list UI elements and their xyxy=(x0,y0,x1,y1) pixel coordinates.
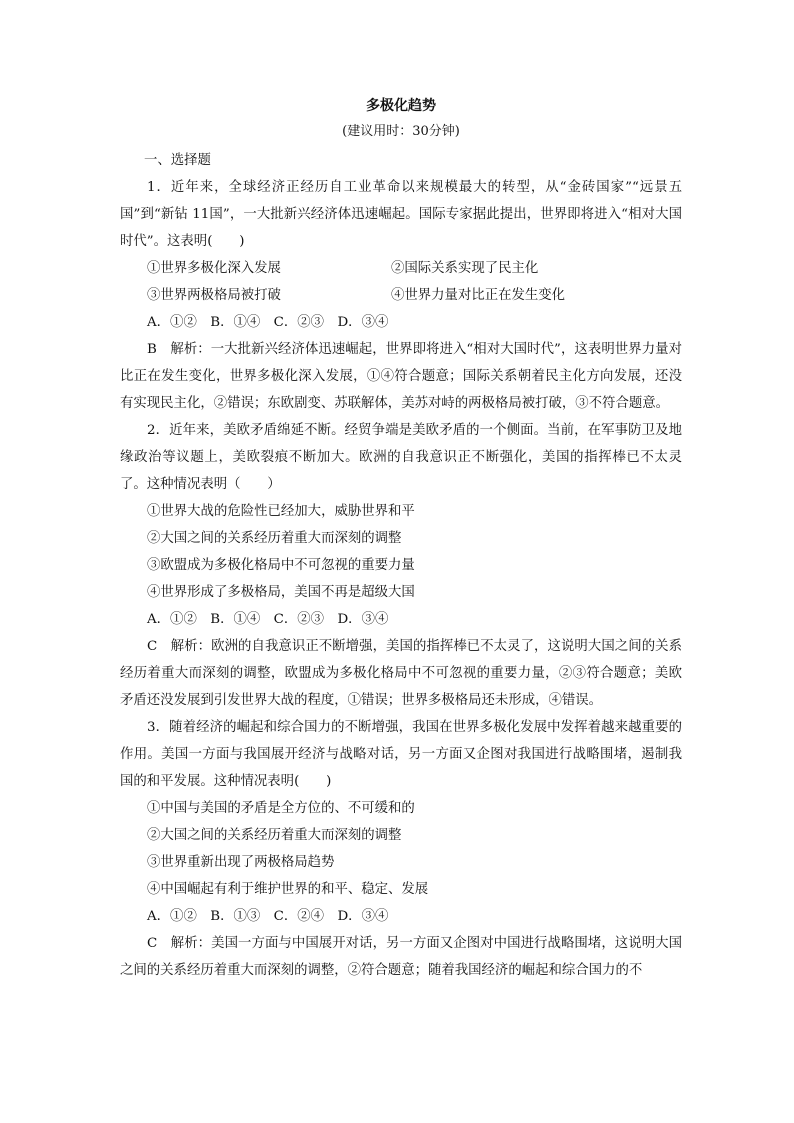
question-3-stem: 3．随着经济的崛起和综合国力的不断增强，我国在世界多极化发展中发挥着越来越重要的作用。美国一方面与我国展开经济与战略对话，另一方面又企图对我国进行战略围堵，遏制我国的和平发展。这种情况表明( ) xyxy=(120,720,682,789)
question-3-answer-choices: A．①② B．①③ C．②④ D．③④ xyxy=(147,909,389,924)
question-2-option-4: ④世界形成了多极格局，美国不再是超级大国 xyxy=(147,585,415,600)
question-1-options-row-2 xyxy=(120,282,682,309)
question-3-option-4: ④中国崛起有利于维护世界的和平、稳定、发展 xyxy=(147,882,429,897)
document-title: 多极化趋势 xyxy=(366,98,436,114)
section-heading: 一、选择题 xyxy=(144,153,211,168)
question-3-analysis: C 解析：美国一方面与中国展开对话，另一方面又企图对中国进行战略围堵，这说明大国之间的关系经历着重大而深刻的调整，②符合题意；随着我国经济的崛起和综合国力的不 xyxy=(120,936,682,978)
question-2-option-2: ②大国之间的关系经历着重大而深刻的调整 xyxy=(147,531,402,546)
question-2-stem: 2．近年来，美欧矛盾绵延不断。经贸争端是美欧矛盾的一个侧面。当前，在军事防卫及地缘政治等议题上，美欧裂痕不断加大。欧洲的自我意识正不断强化，美国的指挥棒已不太灵了。这种情况表明（ ） xyxy=(120,423,682,492)
question-1-option-2: ②国际关系实现了民主化 xyxy=(391,261,539,276)
question-1-stem: 1．近年来，全球经济正经历自工业革命以来规模最大的转型，从“金砖国家”“远景五国”到“新钻 11国”，一大批新兴经济体迅速崛起。国际专家据此提出，世界即将进入“相对大国时代”。这表明( ) xyxy=(120,180,682,249)
question-1-option-4: ④世界力量对比正在发生变化 xyxy=(391,288,566,303)
question-2-analysis: C 解析：欧洲的自我意识正不断增强，美国的指挥棒已不太灵了，这说明大国之间的关系经历着重大而深刻的调整，欧盟成为多极化格局中不可忽视的重要力量，②③符合题意；美欧矛盾还没发展到引发世界大战的程度，①错误；世界多极格局还未形成，④错误。 xyxy=(120,639,682,708)
document-page xyxy=(120,94,682,984)
question-3-option-2: ②大国之间的关系经历着重大而深刻的调整 xyxy=(147,828,402,843)
question-1-options-row-1 xyxy=(120,255,682,282)
question-3-option-3: ③世界重新出现了两极格局趋势 xyxy=(147,855,335,870)
question-2-option-1: ①世界大战的危险性已经加大，威胁世界和平 xyxy=(147,504,415,519)
question-1-option-3: ③世界两极格局被打破 xyxy=(147,288,281,303)
question-2-answer-choices: A．①② B．①④ C．②③ D．③④ xyxy=(147,612,389,627)
question-1-option-1: ①世界多极化深入发展 xyxy=(147,261,281,276)
question-2-option-3: ③欧盟成为多极化格局中不可忽视的重要力量 xyxy=(147,558,415,573)
question-1-analysis: B 解析：一大批新兴经济体迅速崛起，世界即将进入“相对大国时代”，这表明世界力量对比正在发生变化，世界多极化深入发展，①④符合题意；国际关系朝着民主化方向发展，还没有实现民主化，②错误；东欧剧变、苏联解体，美苏对峙的两极格局被打破，③不符合题意。 xyxy=(120,342,682,411)
question-3-option-1: ①中国与美国的矛盾是全方位的、不可缓和的 xyxy=(147,801,415,816)
time-suggestion: (建议用时：30分钟) xyxy=(342,124,460,139)
question-1-answer-choices: A．①② B．①④ C．②③ D．③④ xyxy=(147,315,389,330)
